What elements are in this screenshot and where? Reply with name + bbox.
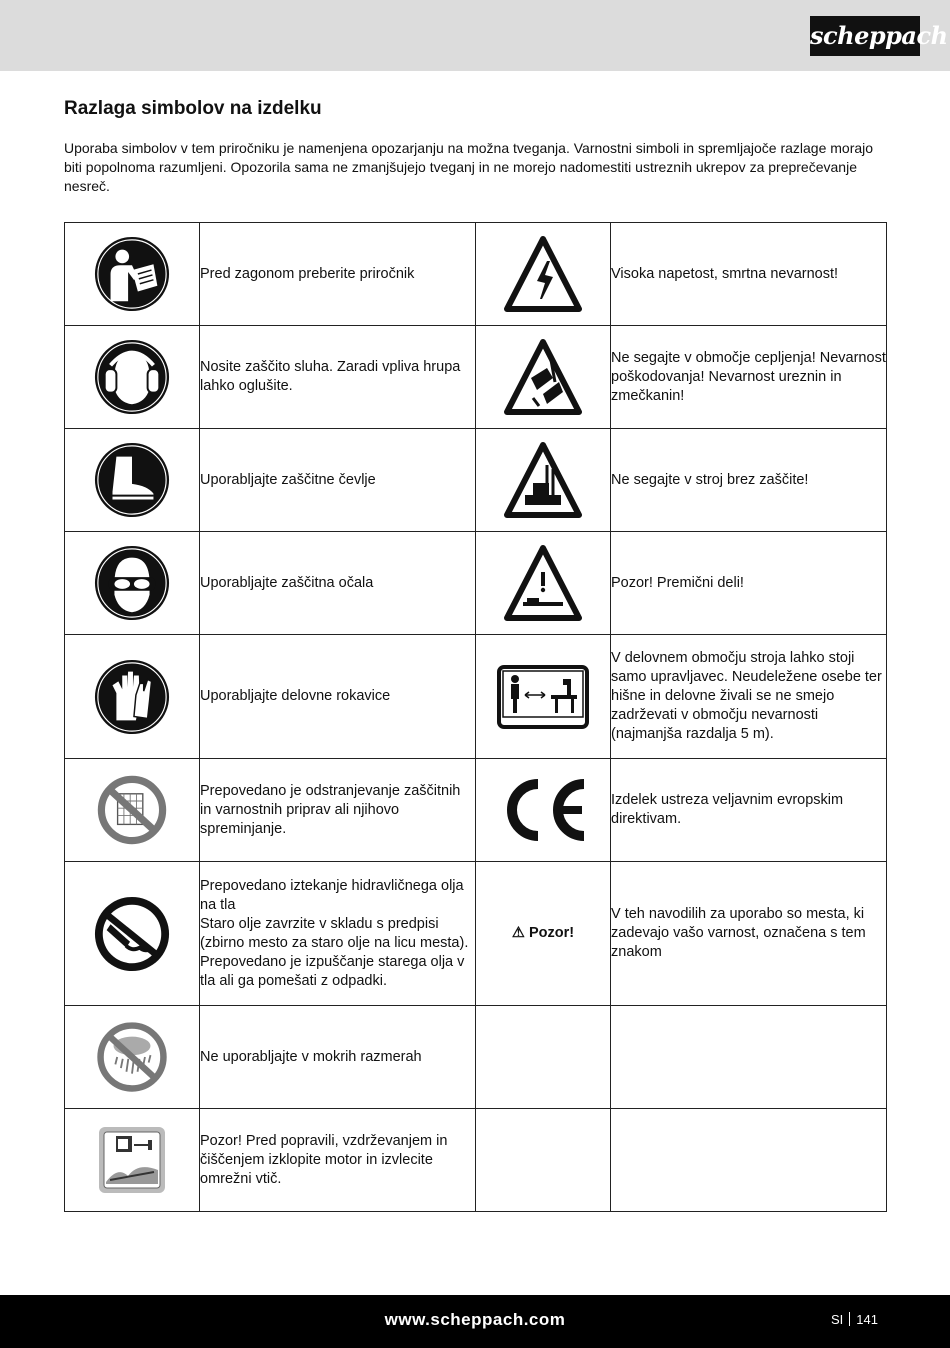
symbol-description: Uporabljajte zaščitne čevlje	[200, 429, 476, 532]
no-rain-icon	[95, 1020, 169, 1094]
page-number-value: 141	[856, 1312, 878, 1327]
work-gloves-icon	[93, 658, 171, 736]
page-number	[831, 1312, 878, 1327]
high-voltage-icon	[503, 235, 583, 313]
divider	[849, 1312, 850, 1326]
no-guard-removal-icon	[96, 774, 168, 846]
warning-label: ⚠ Pozor!	[511, 925, 575, 941]
language-code: SI	[831, 1312, 844, 1327]
table-row	[65, 223, 887, 326]
symbol-description: Pozor! Pred popravili, vzdrževanjem in čiščenjem izklopite motor in izvlecite omrežni vtič.	[200, 1109, 476, 1212]
no-oil-spill-icon	[93, 895, 171, 973]
ear-protection-icon	[93, 338, 171, 416]
ce-mark-icon	[496, 776, 590, 844]
symbol-description: Izdelek ustreza veljavnim evropskim direktivam.	[611, 759, 887, 862]
table-row	[65, 532, 887, 635]
symbol-description: Uporabljajte delovne rokavice	[200, 635, 476, 759]
symbol-description: Uporabljajte zaščitna očala	[200, 532, 476, 635]
symbol-description: Nosite zaščito sluha. Zaradi vpliva hrupa lahko oglušite.	[200, 326, 476, 429]
safety-goggles-icon	[93, 544, 171, 622]
symbol-description: Pred zagonom preberite priročnik	[200, 223, 476, 326]
symbol-description: Ne uporabljajte v mokrih razmerah	[200, 1006, 476, 1109]
crush-hazard-icon	[503, 338, 583, 416]
symbol-description: Visoka napetost, smrtna nevarnost!	[611, 223, 887, 326]
page-title: Razlaga simbolov na izdelku	[64, 98, 322, 119]
intro-paragraph: Uporaba simbolov v tem priročniku je namenjena opozarjanju na možna tveganja. Varnostni simboli in spremljajoče razlage morajo biti popolnoma razumljeni. Opozorila sama ne zmanjšujejo tveganj in ne morejo nadomestiti ustreznih ukrepov za preprečevanje nesreč.	[64, 140, 874, 194]
symbol-description: V teh navodilih za uporabo so mesta, ki zadevajo vašo varnost, označena s tem znakom	[611, 862, 887, 1006]
header-bar	[0, 0, 950, 71]
table-row	[65, 1006, 887, 1109]
scheppach-logo: scheppach	[810, 16, 920, 56]
website-url: www.scheppach.com	[384, 1310, 566, 1329]
footer-bar	[0, 1295, 950, 1348]
read-manual-icon	[93, 235, 171, 313]
table-row	[65, 759, 887, 862]
table-row	[65, 326, 887, 429]
symbol-description: V delovnem območju stroja lahko stoji samo upravljavec. Neudeležene osebe ter hišne in delovne živali se ne smejo zadrževati v območju nevarnosti (najmanjša razdalja 5 m).	[611, 635, 887, 759]
symbol-description	[611, 1109, 887, 1212]
symbol-description: Prepovedano je odstranjevanje zaščitnih in varnostnih priprav ali njihovo spreminjanje.	[200, 759, 476, 862]
symbol-description: Pozor! Premični deli!	[611, 532, 887, 635]
table-row	[65, 1109, 887, 1212]
table-row	[65, 429, 887, 532]
symbols-table	[64, 222, 887, 1212]
operator-only-icon	[497, 665, 589, 729]
symbol-description: Ne segajte v območje cepljenja! Nevarnost poškodovanja! Nevarnost ureznin in zmečkanin!	[611, 326, 887, 429]
table-row	[65, 862, 887, 1006]
no-reach-machine-icon	[503, 441, 583, 519]
safety-shoes-icon	[93, 441, 171, 519]
moving-parts-icon	[503, 544, 583, 622]
symbol-description	[611, 1006, 887, 1109]
table-row	[65, 635, 887, 759]
symbol-description: Prepovedano iztekanje hidravličnega olja na tla Staro olje zavrzite v skladu s predpisi (zbirno mesto za staro olje na licu mesta). Prepovedano je izpuščanje starega olja v tla ali ga pomešati z odpadki.	[200, 862, 476, 1006]
symbol-description: Ne segajte v stroj brez zaščite!	[611, 429, 887, 532]
unplug-before-service-icon	[98, 1126, 166, 1194]
